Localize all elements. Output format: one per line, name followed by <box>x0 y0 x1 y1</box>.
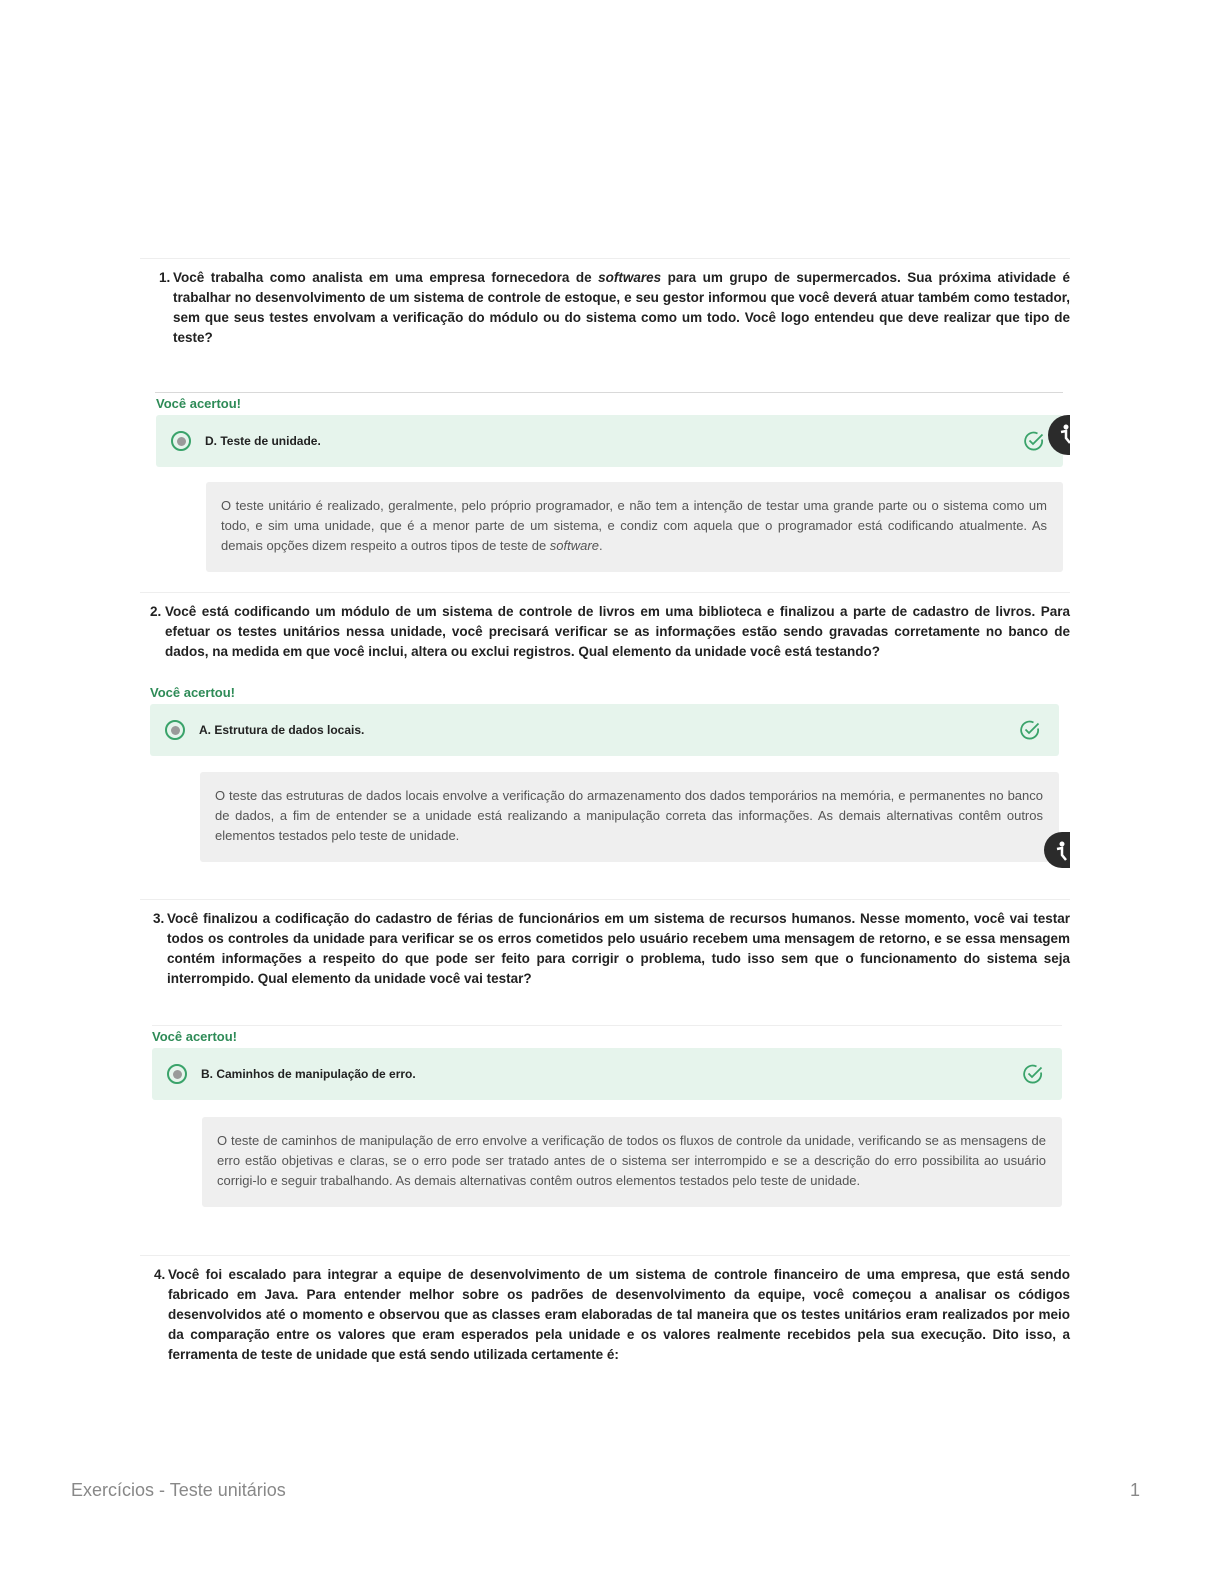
result-label: Você acertou! <box>150 685 236 700</box>
result-label: Você acertou! <box>152 1029 238 1044</box>
answer-label: A. Estrutura de dados locais. <box>199 723 365 737</box>
question-number: 1. <box>159 270 171 285</box>
divider <box>140 592 1070 593</box>
check-circle-icon <box>1023 430 1045 452</box>
radio-selected-icon[interactable] <box>165 720 185 740</box>
divider <box>140 258 1070 259</box>
question-number: 2. <box>150 604 162 619</box>
answer-option[interactable] <box>156 415 1063 467</box>
radio-selected-icon[interactable] <box>171 431 191 451</box>
divider <box>140 1255 1070 1256</box>
check-circle-icon <box>1022 1063 1044 1085</box>
question-4-block <box>140 1255 1070 1365</box>
answer-label: D. Teste de unidade. <box>205 434 321 448</box>
feedback-box: O teste unitário é realizado, geralmente, pelo próprio programador, e não tem a intenção de testar uma grande parte ou o sistema como um todo, e sim uma unidade, que é a menor parte de um sistema, e condiz com aquela que o programador está codificando atualmente. As demais opções dizem respeito a outros tipos de teste de software. <box>206 482 1063 572</box>
feedback-box: O teste de caminhos de manipulação de erro envolve a verificação de todos os fluxos de controle da unidade, verificando se as mensagens de erro estão objetivas e claras, se o erro pode ser tratado antes de o sistema ser interrompido e se a descrição do erro possibilita ao usuário corrigi-lo e seguir trabalhando. As demais alternativas contêm outros elementos testados pelo teste de unidade. <box>202 1117 1062 1207</box>
feedback-box: O teste das estruturas de dados locais envolve a verificação do armazenamento dos dados temporários na memória, e permanentes no banco de dados, a fim de entender se a unidade está realizando a manipulação correta das informações. As demais alternativas contêm outros elementos testados pelo teste de unidade. <box>200 772 1059 862</box>
footer-title: Exercícios - Teste unitários <box>71 1480 286 1500</box>
question-1-block <box>140 258 1070 572</box>
question-2-text: 2. Você está codificando um módulo de um sistema de controle de livros em uma biblioteca e finalizou a parte de cadastro de livros. Para efetuar os testes unitários nessa unidade, você precisará verificar se as informações estão sendo gravadas corretamente no banco de dados, na medida em que você inclui, altera ou exclui registros. Qual elemento da unidade você está testando? <box>150 604 1070 659</box>
result-label: Você acertou! <box>156 396 242 411</box>
divider <box>152 1025 1062 1026</box>
check-circle-icon <box>1019 719 1041 741</box>
answer-option[interactable] <box>150 704 1059 756</box>
answer-label: B. Caminhos de manipulação de erro. <box>201 1067 416 1081</box>
question-3-text: 3. Você finalizou a codificação do cadastro de férias de funcionários em um sistema de recursos humanos. Nesse momento, você vai testar todos os controles da unidade para verificar se os erros cometidos pelo usuário recebem uma mensagem de retorno, e se essa mensagem contém informações a respeito do que pode ser feito para corrigir o problema, tudo isso sem que o funcionamento do sistema seja interrompido. Qual elemento da unidade você vai testar? <box>153 911 1070 986</box>
divider <box>155 392 1063 393</box>
question-number: 4. <box>154 1267 166 1282</box>
question-3-block <box>140 899 1070 1207</box>
question-1-text: 1. Você trabalha como analista em uma empresa fornecedora de softwares para um grupo de supermercados. Sua próxima atividade é trabalhar no desenvolvimento de um sistema de controle de estoque, e seu gestor informou que você deverá atuar também como testador, sem que seus testes envolvam a verificação do módulo ou do sistema como um todo. Você logo entendeu que deve realizar que tipo de teste? <box>159 270 1070 345</box>
radio-selected-icon[interactable] <box>167 1064 187 1084</box>
question-4-text: 4. Você foi escalado para integrar a equipe de desenvolvimento de um sistema de controle financeiro de uma empresa, que está sendo fabricado em Java. Para entender melhor sobre os padrões de desenvolvimento da equipe, você começou a analisar os códigos desenvolvidos até o momento e observou que as classes eram elaboradas de tal maneira que os testes unitários eram realizados por meio da comparação entre os valores que eram esperados pela unidade e os valores realmente recebidos pela sua execução. Dito isso, a ferramenta de teste de unidade que está sendo utilizada certamente é: <box>154 1267 1070 1362</box>
page-number: 1 <box>1129 1480 1140 1500</box>
divider <box>140 899 1070 900</box>
question-number: 3. <box>153 911 165 926</box>
answer-option[interactable] <box>152 1048 1062 1100</box>
accessibility-icon[interactable] <box>1044 832 1070 868</box>
question-2-block <box>140 592 1070 862</box>
